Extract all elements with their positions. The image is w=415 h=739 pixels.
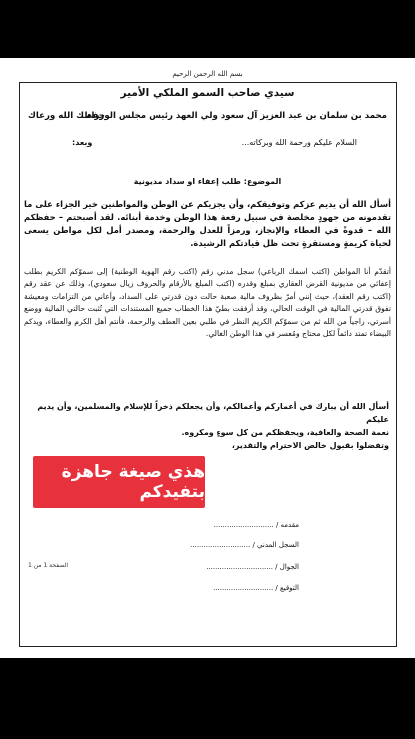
promo-banner: هذي صيغة جاهزة بتفيدكم [33,456,205,508]
closing-line-3: وتفضلوا بقبول خالص الاحترام والتقدير، [231,441,389,450]
request-paragraph: أتقدّم أنا المواطن (اكتب اسمك الرباعي) سجل مدني رقم (اكتب رقم الهوية الوطنية) إلى سموّكم الكريم بطلب إعفائي من مديونية القرض العقاري بمبلغ وقدره (اكتب المبلغ بالأرقام والحروف ريال سعودي)، وذلك عن عقد رقم (اكتب رقم العقد)، حيث إنني أمرّ بظروف مالية صعبة حالت دون قدرتي على السداد، وأعاني من التزامات ومعيشة تفوق قدرتي المالية في الوقت الحالي، وقد أرفقت بطيّ هذا الخطاب جميع المستندات التي تُثبت حالتي المالية ووضع أسرتي، راجياً من الله ثم من سموّكم الكريم النظر في طلبي بعين العطف والرحمة، فأنتم أهل الكرم والعطاء، ويدكم البيضاء تمتد دائماً لكل محتاج ومُعسر في هذا الوطن الغالي. [24,267,391,339]
wabad-text: وبعد: [72,138,93,147]
closing-line-1: أسأل الله أن يبارك في أعماركم وأعمالكم، وأن يجعلكم ذخراً للإسلام والمسلمين، وأن يديم عليكم [37,402,389,424]
opening-paragraph: أسأل الله أن يديم عزكم وتوفيقكم، وأن يجزيكم عن الوطن والمواطنين خير الجزاء على ما تقدمونه من جهودٍ مخلصة في سبيل رفعة هذا الوطن وخدمة أبنائه. لقد أصبحتم – حفظكم الله – قدوةً في العطاء والإنجاز، ورمزاً للعدل والرحمة، ومصدر أمل لكل مواطن يسعى لحياة كريمةٍ ومستقرةٍ تحت ظل قيادتكم الرشيدة. [24,199,391,248]
basmala-heading: بسم الله الرحمن الرحيم [172,70,243,78]
greeting-text: السلام عليكم ورحمة الله وبركاته... [241,138,357,147]
closing-line-2: نعمة الصحة والعافية، ويحفظكم من كل سوءٍ ومكروه. [181,428,389,437]
crown-prince-name: محمد بن سلمان بن عبد العزيز آل سعود ولي العهد رئيس مجلس الوزراء [87,111,387,121]
applicant-field: مقدمه / ........................... [213,521,299,529]
page-number: الصفحة 1 من 1 [28,562,68,569]
bottom-black-bar [0,658,415,739]
civil-record-field: السجل المدني / ........................... [190,541,299,549]
addressee-heading: سيدي صاحب السمو الملكي الأمير [120,87,295,99]
closing-paragraph [23,400,389,452]
signature-field: التوقيع / ........................... [213,584,299,592]
top-black-bar [0,0,415,58]
mobile-field: الجوال / .............................. [206,563,299,571]
blessing-text: حفظك الله ورعاك [28,111,105,121]
subject-line: الموضوع: طلب إعفاء او سداد مديونية [133,177,282,186]
